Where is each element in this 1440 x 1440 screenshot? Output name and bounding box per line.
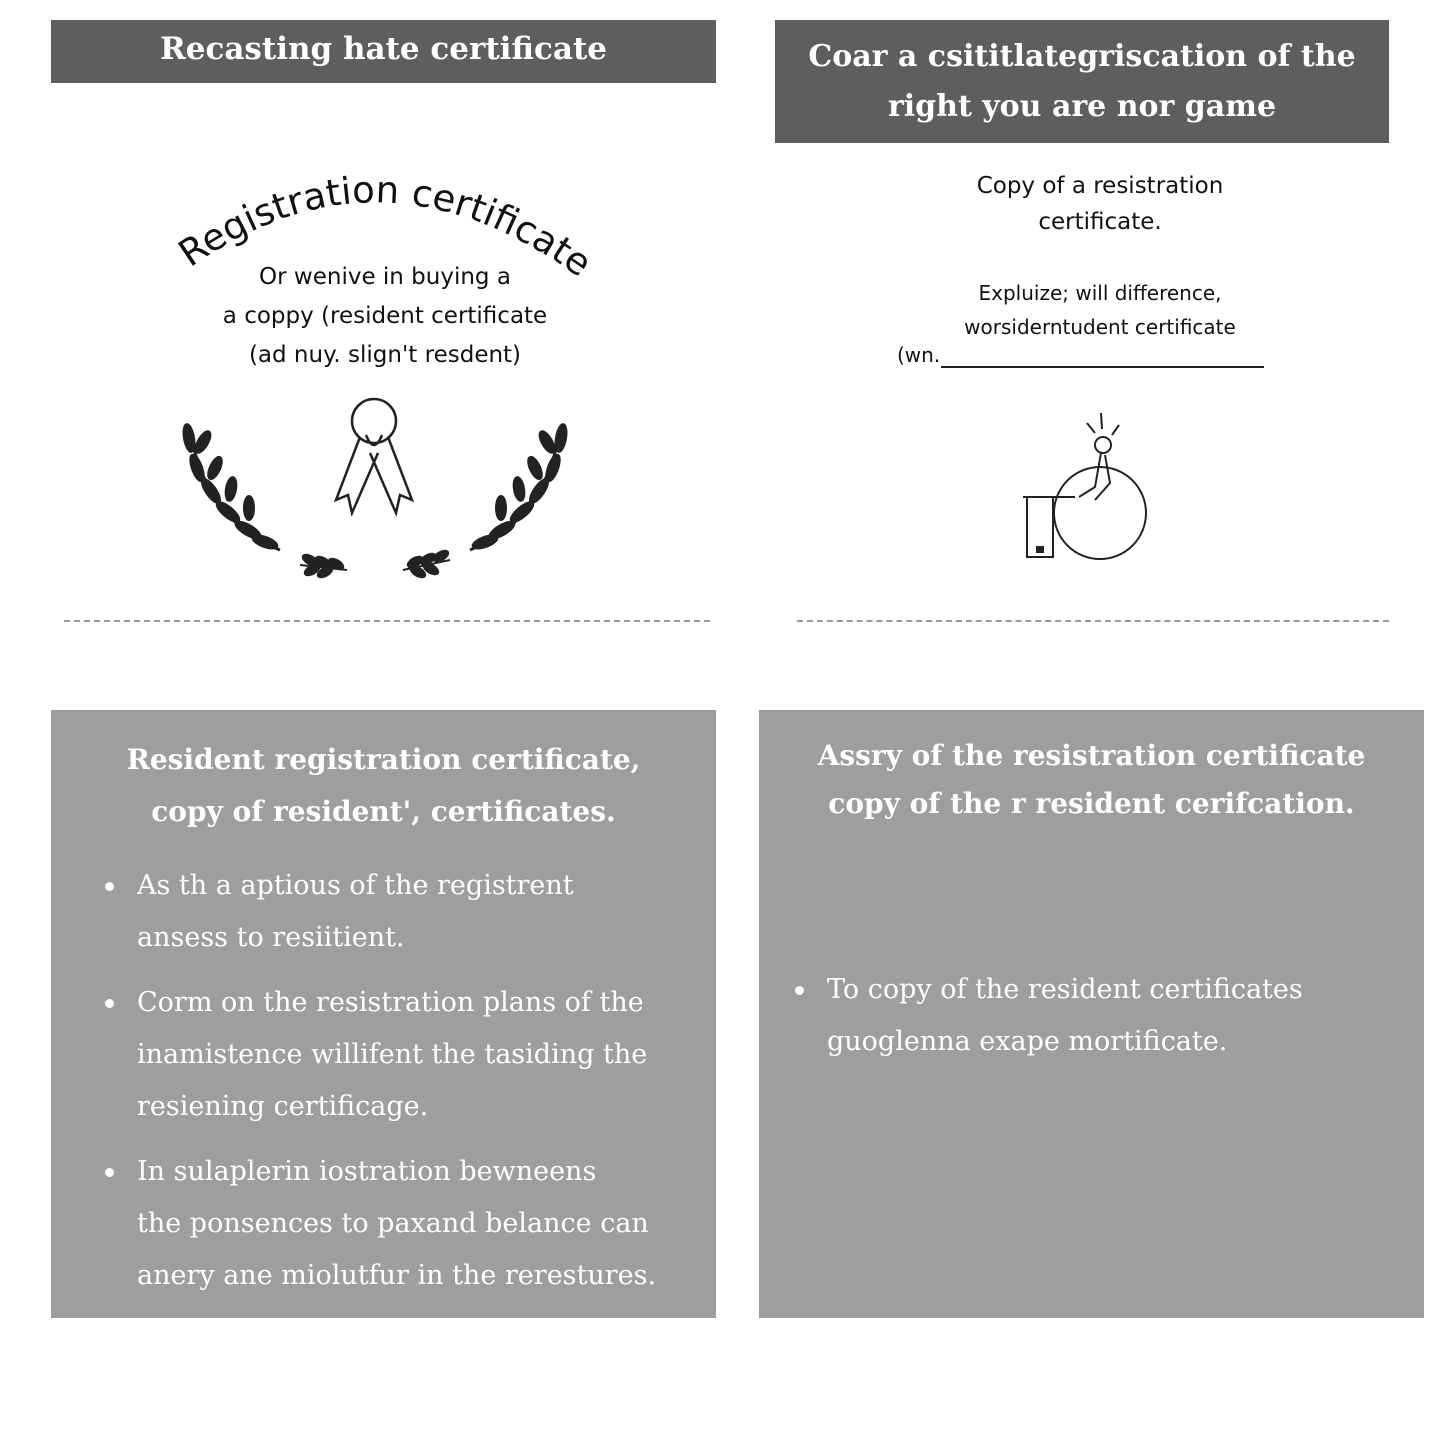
- right-title-line-2: certificate.: [1038, 209, 1162, 235]
- left-card-body: [140, 258, 630, 375]
- bullet-line: the ponsences to paxand belance can: [137, 1208, 649, 1239]
- person-with-globe-icon: [1015, 405, 1155, 575]
- right-card-title: [900, 168, 1300, 240]
- award-ribbon-icon: [330, 395, 420, 525]
- list-item: [105, 1146, 665, 1302]
- bullet-line: guoglenna exape mortificate.: [827, 1026, 1228, 1057]
- right-card-divider: [797, 620, 1389, 622]
- right-panel-title-line-2: copy of the r resident cerifcation.: [828, 787, 1355, 820]
- right-panel-title: [779, 732, 1404, 828]
- list-item: [105, 977, 665, 1133]
- right-panel-bullets: [795, 964, 1335, 1081]
- bullet-line: To copy of the resident certificates: [827, 974, 1303, 1005]
- right-body-line-2: worsiderntudent certificate: [964, 315, 1236, 339]
- bullet-dot-icon: [105, 1168, 114, 1177]
- bullet-dot-icon: [795, 986, 804, 995]
- left-body-line-3: (ad nuy. slign't resdent): [248, 342, 522, 368]
- bullet-line: ansess to resiitient.: [137, 922, 405, 953]
- left-panel-title: [71, 734, 696, 838]
- bullet-line: anery ane miolutfur in the rerestures.: [137, 1260, 657, 1291]
- left-panel-title-line-2: copy of resident', certificates.: [151, 795, 616, 828]
- bullet-line: As th a aptious of the registrent: [137, 870, 574, 901]
- arc-title: Registration certificate: [170, 168, 600, 286]
- bullet-dot-icon: [105, 882, 114, 891]
- bullet-line: inamistence willifent the tasiding the: [137, 1039, 648, 1070]
- left-panel-bullets: [105, 860, 665, 1315]
- left-card-divider: [64, 620, 710, 622]
- list-item: [105, 860, 665, 964]
- left-info-panel: [51, 710, 716, 1318]
- right-body-line-1: Expluize; will difference,: [978, 281, 1222, 305]
- bullet-dot-icon: [105, 999, 114, 1008]
- left-card-header: Recasting hate certificate: [51, 20, 716, 83]
- right-info-panel: [759, 710, 1424, 1318]
- right-card-body: [900, 276, 1300, 344]
- signature-line[interactable]: [941, 366, 1264, 368]
- list-item: [795, 964, 1335, 1068]
- bullet-line: In sulaplerin iostration bewneens: [137, 1156, 597, 1187]
- right-panel-title-line-1: Assry of the resistration certificate: [817, 739, 1366, 772]
- right-card-header: Coar a csititlategriscation of the right you are nor game: [775, 20, 1389, 143]
- bullet-line: Corm on the resistration plans of the: [137, 987, 644, 1018]
- left-body-line-1: Or wenive in buying a: [259, 264, 511, 290]
- signature-field-label: (wn.: [897, 343, 941, 367]
- left-panel-title-line-1: Resident registration certificate,: [126, 743, 641, 776]
- signature-field[interactable]: [897, 341, 1267, 371]
- left-body-line-2: a coppy (resident certificate: [222, 303, 548, 329]
- bullet-line: resiening certificage.: [137, 1091, 429, 1122]
- right-title-line-1: Copy of a resistration: [976, 173, 1224, 199]
